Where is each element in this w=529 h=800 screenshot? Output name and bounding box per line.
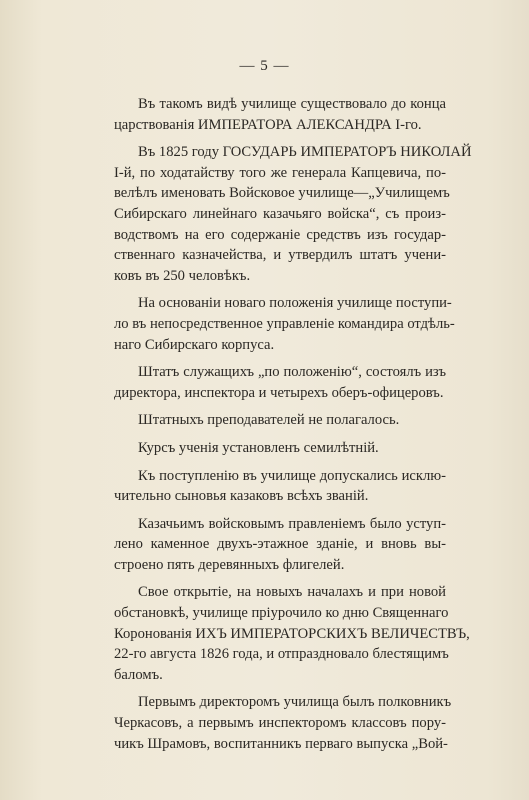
paragraph: [90, 362, 446, 403]
paragraph: [90, 692, 452, 754]
text-line: ло въ непосредственное управленіе командира отдѣль-: [114, 315, 455, 332]
text-line: лено каменное двухъ-этажное зданіе, и вновь вы-: [114, 536, 446, 553]
paragraph: [90, 514, 446, 576]
text-line: 22-го августа 1826 года, и отпраздновало блестящимъ: [114, 646, 449, 663]
paragraph: [90, 94, 446, 135]
text-line: водствомъ на его содержаніе средствъ изъ государ-: [114, 226, 446, 243]
text-line: Къ поступленію въ училище допускались исклю-: [138, 467, 446, 484]
text-line: I-й, по ходатайству того же генерала Капцевича, по-: [114, 164, 446, 181]
text-line: обстановкѣ, училище пріурочило ко дню Священнаго: [114, 605, 449, 622]
text-line: На основаніи новаго положенія училище поступи-: [138, 295, 452, 312]
paragraph: [90, 438, 446, 459]
body-text: [90, 94, 472, 761]
paragraph: [90, 410, 446, 431]
text-line: баломъ.: [114, 666, 163, 683]
text-line: Штатъ служащихъ „по положенію“, состоялъ изъ: [138, 364, 446, 381]
text-line: чительно сыновья казаковъ всѣхъ званій.: [114, 488, 369, 505]
text-line: Свое открытіе, на новыхъ началахъ и при новой: [138, 584, 446, 601]
text-line: царствованія ИМПЕРАТОРА АЛЕКСАНДРА I-го.: [114, 116, 422, 133]
text-line: Казачьимъ войсковымъ правленіемъ было уступ-: [138, 515, 446, 532]
paragraph: [90, 142, 472, 286]
text-line: наго Сибирскаго корпуса.: [114, 336, 275, 353]
text-line: ственнаго казначейства, и утвердилъ штатъ учени-: [114, 247, 446, 264]
text-line: строено пять деревянныхъ флигелей.: [114, 556, 345, 573]
text-line: чикъ Шрамовъ, воспитанникъ перваго выпуска „Вой-: [114, 735, 448, 752]
paragraph: [90, 466, 446, 507]
page-number: — 5 —: [239, 58, 290, 74]
text-line: ковъ въ 250 человѣкъ.: [114, 267, 251, 284]
text-line: Курсъ ученія установленъ семилѣтній.: [138, 439, 379, 456]
text-line: Сибирскаго линейнаго казачьяго войска“, съ произ-: [114, 205, 446, 222]
text-line: Черкасовъ, а первымъ инспекторомъ классовъ пору-: [114, 715, 446, 732]
text-line: Первымъ директоромъ училища былъ полковникъ: [138, 694, 452, 711]
text-line: Штатныхъ преподавателей не полагалось.: [138, 412, 400, 429]
paragraph: [90, 293, 455, 355]
text-line: Въ 1825 году ГОСУДАРЬ ИМПЕРАТОРЪ НИКОЛАЙ: [138, 144, 472, 161]
text-line: Коронованія ИХЪ ИМПЕРАТОРСКИХЪ ВЕЛИЧЕСТВЪ,: [114, 625, 470, 642]
text-line: велѣлъ именовать Войсковое училище—„Училищемъ: [114, 185, 450, 202]
text-line: Въ такомъ видѣ училище существовало до конца: [138, 96, 446, 112]
paragraph: [90, 582, 470, 685]
text-line: директора, инспектора и четырехъ оберъ-офицеровъ.: [114, 384, 444, 401]
